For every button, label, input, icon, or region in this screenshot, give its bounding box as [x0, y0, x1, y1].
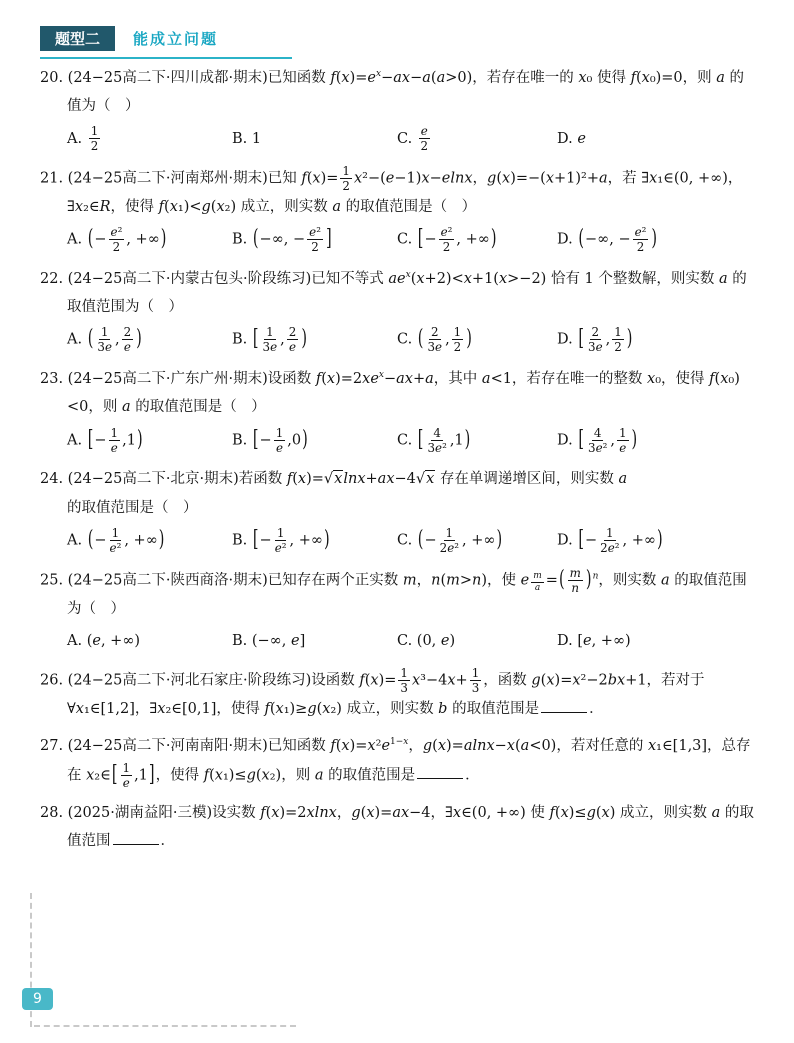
option-label: D.: [557, 331, 578, 348]
option-label: D.: [557, 432, 578, 449]
bottom-dashed-divider: [34, 1025, 296, 1027]
problem: [40, 666, 756, 723]
option-C: C. (− $\frac{1}{\text{2e²}}$ , +∞): [397, 525, 503, 555]
problem: [40, 465, 756, 556]
options-row: [40, 525, 756, 557]
option-C: C. [ $\frac{4}{\text{3e²}}$ ,1): [397, 425, 471, 455]
option-B: B. (−∞, − $\frac{\text{e²}}{2}$ ]: [232, 225, 332, 255]
problem-number: 27.: [40, 738, 68, 755]
answer-blank: [417, 764, 463, 779]
option-label: A.: [67, 432, 87, 449]
problem-stem: 23. (24−25高二下·广东广州·期末)设函数 $f(x)=2xe^x-ax+a$，其中 a<1，若存在唯一的整数 x₀，使得 f(x₀)<0，则 a 的取值范围是（ ）: [40, 370, 740, 416]
option-label: B.: [232, 532, 252, 549]
problem-stem: 26. (24−25高二下·河北石家庄·阶段练习)设函数 f(x)= $\frac{1}{3}$ x³−4x+ $\frac{1}{3}$ ，函数 g(x)=x²−2bx+1，若对于 ∀x₁∈[1,2]，∃x₂∈[0,1]，使得 f(x₁)≥g(x₂) 成立，则实数 b 的取值范围是 ．: [40, 666, 705, 718]
option-label: A.: [67, 532, 87, 549]
options-row: [40, 324, 756, 356]
options-row: [40, 425, 756, 457]
problem-number: 26.: [40, 672, 68, 689]
option-B: B. 1: [232, 130, 262, 147]
section-type-badge: 题型二: [40, 26, 115, 51]
problem: [40, 365, 756, 456]
option-D: D. [e, +∞): [557, 632, 631, 649]
option-label: D.: [557, 130, 578, 147]
problem-list: [40, 64, 756, 864]
option-C: C. [− $\frac{\text{e²}}{2}$ , +∞): [397, 225, 497, 255]
page-number-badge: 9: [22, 988, 53, 1010]
problem-number: 25.: [40, 572, 68, 589]
option-D: D. [ $\frac{4}{\text{3e²}}$ , $\frac{1}{e}$ ): [557, 425, 638, 455]
section-title: 能成立问题: [133, 30, 219, 48]
option-C: C. $\frac{e}{2}$: [397, 124, 429, 154]
problem-stem: 25. (24−25高二下·陕西商洛·期末)已知存在两个正实数 m，n(m>n)，使 e $^{\frac{m}{a}}$ =( $\frac{m}{n}$ )$^n$，则实数 a 的取值范围为（ ）: [40, 565, 747, 617]
option-label: D.: [557, 231, 578, 248]
option-B: B. [ $\frac{1}{3e}$ , $\frac{2}{e}$ ): [232, 325, 307, 355]
option-label: B.: [232, 331, 252, 348]
options-row: [40, 626, 756, 657]
problem-number: 20.: [40, 70, 68, 86]
option-A: A. (e, +∞): [67, 632, 141, 649]
option-label: A.: [67, 632, 87, 649]
problem-number: 23.: [40, 371, 68, 388]
options-row: [40, 124, 756, 155]
problem: [40, 64, 756, 155]
option-label: C.: [397, 130, 417, 147]
option-A: A. $\frac{1}{2}$: [67, 124, 99, 154]
problem-stem: 21. (24−25高二下·河南郑州·期末)已知 f(x)= $\frac{1}{2}$ x²−(e−1)x−elnx，g(x)=−(x+1)²+a，若 ∃x₁∈(0, +∞)，∃x₂∈R，使得 f(x₁)<g(x₂) 成立，则实数 a 的取值范围是（ ）: [40, 163, 743, 215]
option-label: B.: [232, 130, 252, 147]
problem: [40, 265, 756, 356]
problem: [40, 732, 756, 789]
options-row: [40, 224, 756, 256]
problem-stem: 27. (24−25高二下·河南南阳·期末)已知函数 $f(x)=x^2e^{1-x}$，g(x)=alnx−x(a<0)，若对任意的 x₁∈[1,3]，总存在 x₂∈[ $\frac{1}{e}$ ,1]，使得 f(x₁)≤g(x₂)，则 a 的取值范围是 ．: [40, 737, 751, 790]
problem-number: 22.: [40, 270, 68, 287]
option-label: C.: [397, 532, 417, 549]
option-label: A.: [67, 231, 87, 248]
option-label: C.: [397, 231, 417, 248]
option-label: A.: [67, 331, 87, 348]
answer-blank: [541, 698, 587, 713]
problem-stem: 28. (2025·湖南益阳·三模)设实数 f(x)=2xlnx，g(x)=ax−4，∃x∈(0, +∞) 使 f(x)≤g(x) 成立，则实数 a 的取值范围 ．: [40, 804, 754, 849]
option-C: C. ( $\frac{2}{3e}$ , $\frac{1}{2}$ ): [397, 325, 472, 355]
option-label: C.: [397, 632, 417, 649]
option-A: A. (− $\frac{\text{e²}}{2}$ , +∞): [67, 225, 167, 255]
option-label: B.: [232, 231, 252, 248]
problem-stem: 20. (24−25高二下·四川成都·期末)已知函数 $f(x)=e^x-ax-a(a>0)$，若存在唯一的 x₀ 使得 f(x₀)=0，则 a 的值为（ ）: [40, 69, 745, 115]
problem-number: 21.: [40, 170, 68, 187]
option-B: B. [− $\frac{1}{\text{e²}}$ , +∞): [232, 525, 330, 555]
option-D: D. [ $\frac{2}{3e}$ , $\frac{1}{2}$ ): [557, 325, 633, 355]
option-D: D. e: [557, 130, 586, 147]
option-C: C. (0, e): [397, 632, 456, 649]
option-label: D.: [557, 532, 578, 549]
option-D: D. [− $\frac{1}{\text{2e²}}$ , +∞): [557, 525, 663, 555]
option-D: D. (−∞, − $\frac{\text{e²}}{2}$ ): [557, 225, 658, 255]
option-label: D.: [557, 632, 578, 649]
option-label: C.: [397, 432, 417, 449]
problem-number: 24.: [40, 471, 68, 488]
problem: [40, 799, 756, 856]
option-B: B. (−∞, e]: [232, 632, 306, 649]
option-label: C.: [397, 331, 417, 348]
option-label: A.: [67, 130, 87, 147]
problem: [40, 566, 756, 657]
option-label: B.: [232, 632, 252, 649]
problem-stem: 24. (24−25高二下·北京·期末)若函数 f(x)=√xlnx+ax−4√x 存在单调递增区间，则实数 a 的取值范围是（ ）: [40, 471, 628, 516]
option-label: B.: [232, 432, 252, 449]
answer-blank: [113, 830, 159, 845]
option-A: A. ( $\frac{1}{3e}$ , $\frac{2}{e}$ ): [67, 325, 142, 355]
option-A: A. (− $\frac{1}{\text{e²}}$ , +∞): [67, 525, 165, 555]
problem-stem: 22. (24−25高二下·内蒙古包头·阶段练习)已知不等式 $ae^x(x+2)<x+1(x>-2)$ 恰有 1 个整数解，则实数 a 的取值范围为（ ）: [40, 269, 747, 316]
option-A: A. [− $\frac{1}{e}$ ,1): [67, 425, 143, 455]
problem-number: 28.: [40, 804, 68, 821]
section-header: [40, 26, 292, 59]
problem: [40, 164, 756, 256]
option-B: B. [− $\frac{1}{e}$ ,0): [232, 425, 308, 455]
